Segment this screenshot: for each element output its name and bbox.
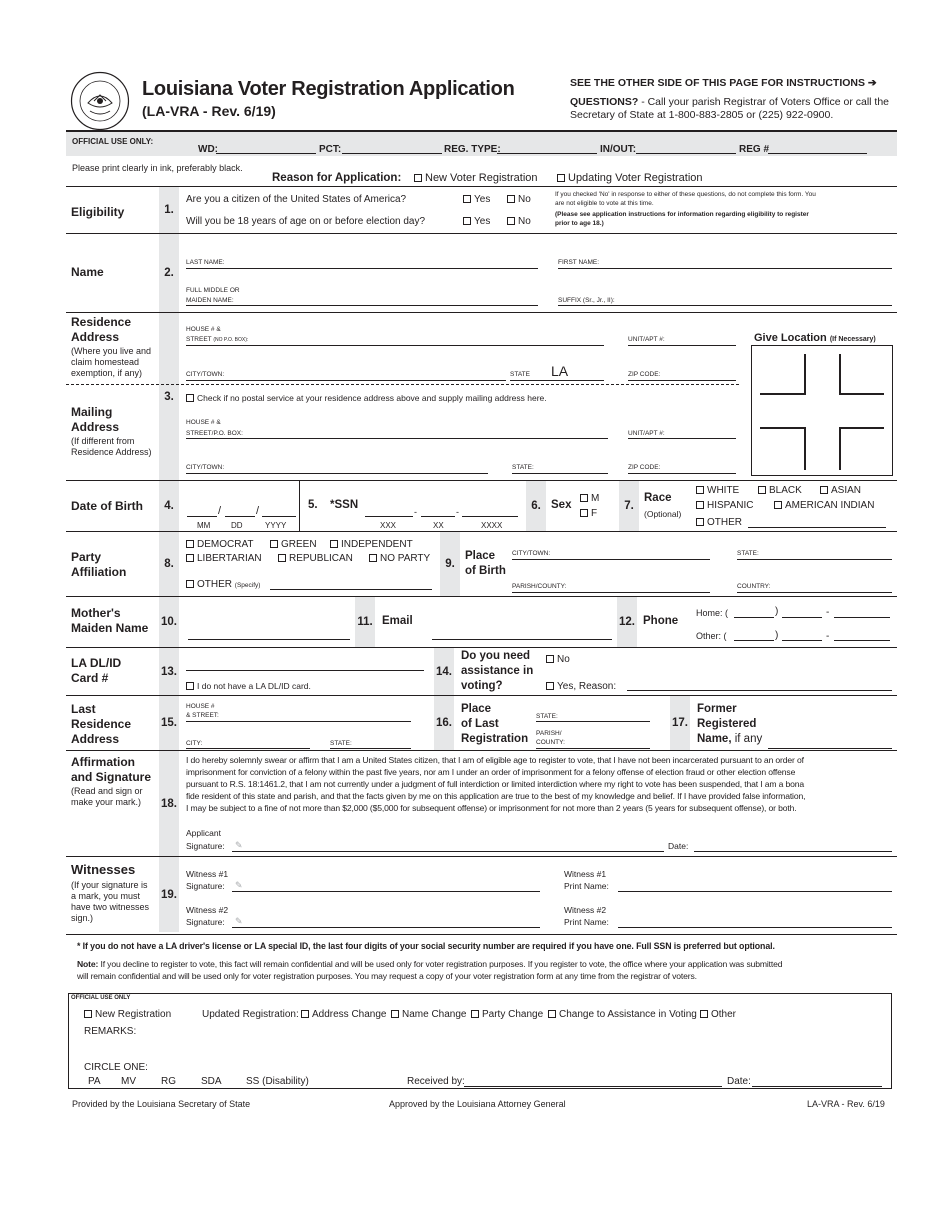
state-value: LA xyxy=(551,363,569,379)
last-residence-label: Last Residence Address xyxy=(71,702,132,746)
ssn-note: * If you do not have a LA driver's license or LA special ID, the last four digits of your social security number are required if you have one. Full SSN is preferred but optional. xyxy=(77,941,775,951)
last-reg-parish-label: PARISH/ xyxy=(536,730,562,737)
party-other[interactable]: OTHER (Specify) xyxy=(186,579,260,590)
residence-note: (Where you live and claim homestead exemption, if any) xyxy=(71,346,152,378)
reg-number-label: REG # xyxy=(739,144,770,155)
oath-text: I do hereby solemnly swear or affirm that I am a United States citizen, that I am of eligible age to register to vote, that I have not been incarcerated pursuant to an order of imprisonment for conviction of a felony within the past five years, nor am I under an order of imprisonment for a felony offense of election fraud or other election offense pursuant to R.S. 18:1461.2, that I am not currently under a judgment of full interdiction or limited interdiction where my right to vote has been suspended, that I am a bona fide resident of this state and parish, and that the facts given by me on this application are true to the best of my knowledge and belief. If I have provided false information, I may be subject to a fine of not more than $2,000 ($5,000 for subsequent offense) or imprisonment for not more than 2 years (5 years for subsequent offense), or both. xyxy=(186,755,806,813)
eligibility-note: If you checked 'No' in response to either of these questions, do not complete this form. You xyxy=(555,191,816,198)
office-party-change[interactable]: Party Change xyxy=(471,1009,543,1020)
assistance-yes[interactable]: Yes, Reason: xyxy=(546,681,616,692)
office-new-registration[interactable]: New Registration xyxy=(84,1009,171,1020)
office-use-box xyxy=(68,993,892,1089)
pen-icon: ✎ xyxy=(235,840,243,850)
date-label: Date: xyxy=(668,841,689,851)
witness1-label: Witness #1 xyxy=(186,869,229,879)
age-no[interactable]: No xyxy=(507,216,531,227)
mail-zip-label: ZIP CODE: xyxy=(628,464,661,471)
section-number: 11. xyxy=(355,597,375,647)
footer-right: LA-VRA - Rev. 6/19 xyxy=(807,1099,885,1109)
witnesses-label: Witnesses xyxy=(71,862,136,877)
mail-house-label: HOUSE # & xyxy=(186,419,221,426)
dob-label: Date of Birth xyxy=(71,499,143,513)
questions-note: QUESTIONS? - Call your parish Registrar of Voters Office or call the xyxy=(570,96,890,108)
print-note: Please print clearly in ink, preferably black. xyxy=(72,163,243,173)
race-white[interactable]: WHITE xyxy=(696,485,739,496)
mail-city-label: CITY/TOWN: xyxy=(186,464,225,471)
reason-label: Reason for Application: xyxy=(272,172,402,184)
office-received-label: Received by: xyxy=(407,1076,465,1087)
office-rg[interactable]: RG xyxy=(161,1076,176,1087)
section-number: 10. xyxy=(159,597,179,647)
birth-country-label: COUNTRY: xyxy=(737,583,771,590)
eligibility-note-2: are not eligible to vote at this time. xyxy=(555,200,654,207)
section-number: 8. xyxy=(159,532,179,596)
new-registration-option[interactable]: New Voter Registration xyxy=(414,172,538,184)
mail-state-label: STATE: xyxy=(512,464,534,471)
suffix-label: SUFFIX (Sr., Jr., II): xyxy=(558,297,615,304)
last-reg-state-label: STATE: xyxy=(536,713,558,720)
footer-center: Approved by the Louisiana Attorney General xyxy=(389,1099,566,1109)
last-house-label: HOUSE # xyxy=(186,703,215,710)
phone-label: Phone xyxy=(643,615,679,627)
office-pa[interactable]: PA xyxy=(88,1076,101,1087)
section-number: 3. xyxy=(159,313,179,480)
official-use-label: OFFICIAL USE ONLY: xyxy=(72,137,154,146)
yyyy-label: YYYY xyxy=(265,521,287,530)
last-name-label: LAST NAME: xyxy=(186,259,225,266)
birth-state-label: STATE: xyxy=(737,550,759,557)
section-number: 17. xyxy=(670,696,690,750)
race-black[interactable]: BLACK xyxy=(758,485,802,496)
race-hispanic[interactable]: HISPANIC xyxy=(696,500,754,511)
assistance-label: Do you need assistance in voting? xyxy=(461,650,534,692)
section-number: 9. xyxy=(440,532,460,596)
birth-parish-label: PARISH/COUNTY: xyxy=(512,583,567,590)
last-reg-county-label: COUNTY: xyxy=(536,739,565,746)
mailing-note: (If different from Residence Address) xyxy=(71,436,152,457)
confidentiality-note: Note: If you decline to register to vote, this fact will remain confidential and will be used only for voter registration purposes. If you register to vote, the office where your application was submitted xyxy=(77,959,783,969)
section-number: 13. xyxy=(159,648,179,695)
ssn-xx: XX xyxy=(433,521,444,530)
party-independent[interactable]: INDEPENDENT xyxy=(330,539,413,550)
party-no-party[interactable]: NO PARTY xyxy=(369,553,430,564)
dl-id-label: LA DL/ID Card # xyxy=(71,656,122,685)
section-number: 7. xyxy=(619,481,639,531)
residence-label: Residence Address xyxy=(71,315,132,344)
office-ss[interactable]: SS (Disability) xyxy=(246,1076,309,1087)
reg-type-label: REG. TYPE: xyxy=(444,144,501,155)
pct-label: PCT: xyxy=(319,144,342,155)
ssn-label: *SSN xyxy=(330,499,359,511)
footer-left: Provided by the Louisiana Secretary of State xyxy=(72,1099,251,1109)
last-street-label: & STREET: xyxy=(186,712,219,719)
home-phone-label: Home: ( xyxy=(696,608,729,618)
confidentiality-note-2: will remain confidential and will be used only for voter registration purposes. You may request a copy of your voter registration form at any time from the registrar of voters. xyxy=(77,971,697,981)
office-mv[interactable]: MV xyxy=(121,1076,136,1087)
mail-unit-label: UNIT/APT #: xyxy=(628,430,665,437)
race-american-indian[interactable]: AMERICAN INDIAN xyxy=(774,500,874,511)
office-use-label: OFFICIAL USE ONLY xyxy=(71,995,131,1001)
citizen-question: Are you a citizen of the United States of America? xyxy=(186,194,407,205)
section-number: 1. xyxy=(159,187,179,233)
in-out-label: IN/OUT: xyxy=(600,144,637,155)
first-name-label: FIRST NAME: xyxy=(558,259,600,266)
race-label: Race xyxy=(644,492,672,504)
mm-label: MM xyxy=(197,521,211,530)
witness2-sig-label: Signature: xyxy=(186,917,225,927)
office-other[interactable]: Other xyxy=(700,1009,736,1020)
give-location-label: Give Location (If Necessary) xyxy=(754,332,876,344)
witness1-print-label: Witness #1 xyxy=(564,869,607,879)
sex-male[interactable]: M xyxy=(580,493,599,504)
race-other[interactable]: OTHER xyxy=(696,517,742,528)
pen-icon: ✎ xyxy=(235,916,243,926)
last-state-label: STATE: xyxy=(330,740,352,747)
party-green[interactable]: GREEN xyxy=(270,539,317,550)
witness1-name-label: Print Name: xyxy=(564,881,609,891)
race-optional: (Optional) xyxy=(644,509,682,519)
dd-label: DD xyxy=(231,521,243,530)
section-number: 19. xyxy=(159,857,179,932)
mailing-label: Mailing Address xyxy=(71,405,120,434)
mothers-maiden-label: Mother's Maiden Name xyxy=(71,606,149,635)
witness1-sig-label: Signature: xyxy=(186,881,225,891)
section-number: 15. xyxy=(159,696,179,750)
former-name-label: Former Registered Name, if any xyxy=(697,703,763,745)
questions-note-2: Secretary of State at 1-800-883-2805 or (225) 922-0900. xyxy=(570,109,834,121)
ssn-xxxx: XXXX xyxy=(481,521,503,530)
citizen-no[interactable]: No xyxy=(507,194,531,205)
wd-label: WD: xyxy=(198,144,218,155)
office-name-change[interactable]: Name Change xyxy=(391,1009,466,1020)
city-label: CITY/TOWN: xyxy=(186,371,225,378)
office-remarks-label: REMARKS: xyxy=(84,1026,137,1037)
middle-name-label: FULL MIDDLE OR xyxy=(186,287,240,294)
birth-place-label: Place of Birth xyxy=(465,550,506,577)
house-label: HOUSE # & xyxy=(186,326,221,333)
assistance-no[interactable]: No xyxy=(546,654,570,665)
office-updated-label: Updated Registration: xyxy=(202,1009,299,1020)
witnesses-note: (If your signature is a mark, you must have two witnesses sign.) xyxy=(71,880,150,923)
affirmation-note: (Read and sign or make your mark.) xyxy=(71,786,143,807)
party-libertarian[interactable]: LIBERTARIAN xyxy=(186,553,262,564)
witness2-name-label: Print Name: xyxy=(564,917,609,927)
no-postal-checkbox[interactable]: Check if no postal service at your residence address above and supply mailing address here. xyxy=(186,393,547,403)
party-label: Party Affiliation xyxy=(71,550,127,579)
eligibility-label: Eligibility xyxy=(71,205,125,219)
section-number: 6. xyxy=(526,481,546,531)
witness2-print-label: Witness #2 xyxy=(564,905,607,915)
eligibility-note-4: prior to age 18.) xyxy=(555,220,604,227)
email-label: Email xyxy=(382,615,413,627)
ssn-xxx: XXX xyxy=(380,521,397,530)
office-address-change[interactable]: Address Change xyxy=(301,1009,387,1020)
checkbox[interactable] xyxy=(414,174,422,182)
office-date-label: Date: xyxy=(727,1076,751,1087)
applicant-signature-label: Signature: xyxy=(186,841,225,851)
office-circle-label: CIRCLE ONE: xyxy=(84,1062,148,1073)
state-label: STATE xyxy=(510,371,530,378)
section-number: 2. xyxy=(159,234,179,312)
eligibility-note-3: (Please see application instructions for information regarding eligibility to register xyxy=(555,211,809,218)
other-phone-label: Other: ( xyxy=(696,631,727,641)
last-registration-label: Place of Last Registration xyxy=(461,703,529,745)
form-title: Louisiana Voter Registration Application xyxy=(142,78,515,100)
office-assistance-change[interactable]: Change to Assistance in Voting xyxy=(548,1009,697,1020)
sex-female[interactable]: F xyxy=(580,508,597,519)
party-republican[interactable]: REPUBLICAN xyxy=(278,553,353,564)
sex-label: Sex xyxy=(551,499,572,511)
party-democrat[interactable]: DEMOCRAT xyxy=(186,539,253,550)
witness2-label: Witness #2 xyxy=(186,905,229,915)
race-asian[interactable]: ASIAN xyxy=(820,485,861,496)
citizen-yes[interactable]: Yes xyxy=(463,194,490,205)
last-city-label: CITY: xyxy=(186,740,203,747)
age-question: Will you be 18 years of age on or before election day? xyxy=(186,216,426,227)
affirmation-label: Affirmation and Signature xyxy=(71,755,152,784)
location-map-box[interactable] xyxy=(751,345,893,476)
mail-street-label: STREET/P.O. BOX: xyxy=(186,430,243,437)
state-seal xyxy=(70,71,130,131)
street-label: STREET (NO P.O. BOX): xyxy=(186,336,249,343)
section-number: 4. xyxy=(159,481,179,531)
name-label: Name xyxy=(71,265,104,279)
zip-label: ZIP CODE: xyxy=(628,371,661,378)
no-dl-checkbox[interactable]: I do not have a LA DL/ID card. xyxy=(186,681,311,691)
instructions-note: SEE THE OTHER SIDE OF THIS PAGE FOR INSTRUCTIONS ➔ xyxy=(570,77,877,89)
section-number: 18. xyxy=(159,751,179,856)
section-number: 16. xyxy=(434,696,454,750)
section-number: 5. xyxy=(308,499,318,511)
office-sda[interactable]: SDA xyxy=(201,1076,222,1087)
section-number: 12. xyxy=(617,597,637,647)
applicant-signature-line[interactable] xyxy=(232,851,664,852)
applicant-label: Applicant xyxy=(186,828,221,838)
birth-city-label: CITY/TOWN: xyxy=(512,550,551,557)
checkbox[interactable] xyxy=(557,174,565,182)
middle-name-label-2: MAIDEN NAME: xyxy=(186,297,234,304)
update-registration-option[interactable]: Updating Voter Registration xyxy=(557,172,703,184)
form-subtitle: (LA-VRA - Rev. 6/19) xyxy=(142,103,276,119)
unit-label: UNIT/APT #: xyxy=(628,336,665,343)
pen-icon: ✎ xyxy=(235,880,243,890)
section-number: 14. xyxy=(434,648,454,695)
age-yes[interactable]: Yes xyxy=(463,216,490,227)
